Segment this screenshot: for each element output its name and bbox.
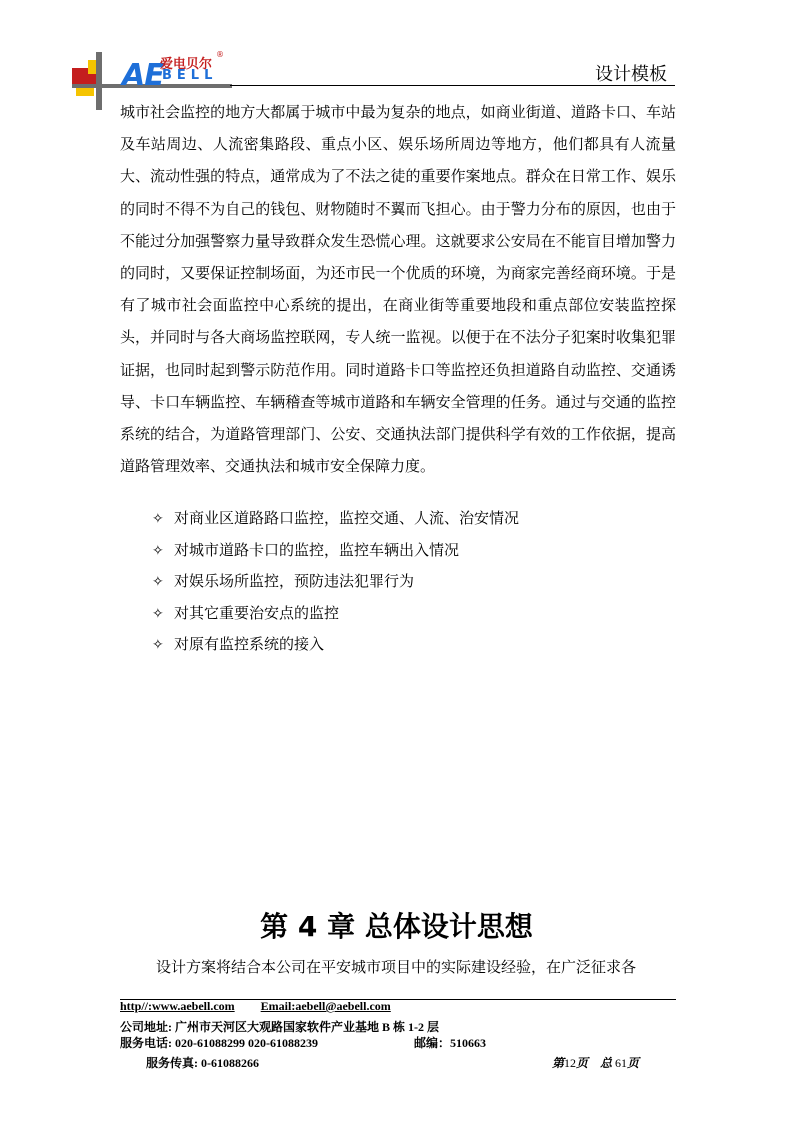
bullet-diamond-icon: ✧ xyxy=(152,511,164,527)
bullet-list xyxy=(152,503,672,661)
chapter-title: 第 4 章 总体设计思想 xyxy=(260,910,533,943)
list-item xyxy=(152,503,672,535)
list-item xyxy=(152,535,672,567)
footer-address: 公司地址: 广州市天河区大观路国家软件产业基地 B 栋 1-2 层 xyxy=(120,1020,439,1034)
chapter-intro: 设计方案将结合本公司在平安城市项目中的实际建设经验，在广泛征求各 xyxy=(156,958,637,976)
list-item-text: 对其它重要治安点的监控 xyxy=(174,603,340,622)
list-item-text: 对商业区道路路口监控，监控交通、人流、治安情况 xyxy=(174,509,520,527)
bullet-diamond-icon: ✧ xyxy=(152,637,164,653)
list-item xyxy=(152,629,672,661)
page-number xyxy=(552,1054,639,1071)
footer-zip: 邮编：510663 xyxy=(414,1036,487,1050)
page-prefix: 第 xyxy=(552,1056,565,1070)
footer-contact-line xyxy=(120,999,391,1014)
website-link[interactable]: http//:www.aebell.com xyxy=(120,999,235,1013)
page-suffix: 页 xyxy=(627,1056,640,1070)
list-item-text: 对城市道路卡口的监控，监控车辆出入情况 xyxy=(174,540,460,559)
header-rule xyxy=(230,85,675,86)
footer-phone: 服务电话: 020-61088299 020-61088239 xyxy=(120,1036,318,1050)
page-total: 61 xyxy=(615,1056,628,1070)
footer-phone-line xyxy=(120,1034,487,1051)
list-item-text: 对原有监控系统的接入 xyxy=(174,635,325,653)
email-link[interactable]: Email:aebell@aebell.com xyxy=(260,999,391,1013)
company-logo-english: BELL xyxy=(162,68,218,83)
header-title: 设计模板 xyxy=(595,64,667,85)
body-paragraph: 城市社会监控的地方大都属于城市中最为复杂的地点，如商业街道、道路卡口、车站及车站周边、人流密集路段、重点小区、娱乐场所周边等地方，他们都具有人流量大、流动性强的特点，通常成为了不法之徒的重要作案地点。群众在日常工作、娱乐的同时不得不为自己的钱包、财物随时不翼而飞担心。由于警力分布的原因，也由于不能过分加强警察力量导致群众发生恐慌心理。这就要求公安局在不能盲目增加警力的同时，又要保证控制场面，为还市民一个优质的环境，为商家完善经商环境。于是有了城市社会面监控中心系统的提出，在商业街等重要地段和重点部位安装监控探头，并同时与各大商场监控联网，专人统一监视。以便于在不法分子犯案时收集犯罪证据，也同时起到警示防范作用。同时道路卡口等监控还负担道路自动监控、交通诱导、卡口车辆监控、车辆稽查等城市道路和车辆安全管理的任务。通过与交通的监控系统的结合，为道路管理部门、公安、交通执法部门提供科学有效的工作依据，提高道路管理效率、交通执法和城市安全保障力度。 xyxy=(120,103,676,476)
bullet-diamond-icon: ✧ xyxy=(152,605,164,622)
page-header xyxy=(0,0,793,100)
bullet-diamond-icon: ✧ xyxy=(152,542,164,559)
bullet-diamond-icon: ✧ xyxy=(152,574,164,590)
list-item xyxy=(152,566,672,598)
page-current: 12 xyxy=(564,1056,577,1070)
page-mid: 页 总 xyxy=(576,1056,613,1070)
list-item xyxy=(152,598,672,630)
registered-mark: ® xyxy=(216,50,224,59)
company-logo-letters: AE xyxy=(122,58,164,93)
company-logo-chinese: 爱电贝尔 xyxy=(160,57,213,72)
header-vertical-bar xyxy=(96,52,102,110)
list-item-text: 对娱乐场所监控，预防违法犯罪行为 xyxy=(174,572,415,590)
footer-fax: 服务传真: 0-61088266 xyxy=(146,1056,259,1070)
